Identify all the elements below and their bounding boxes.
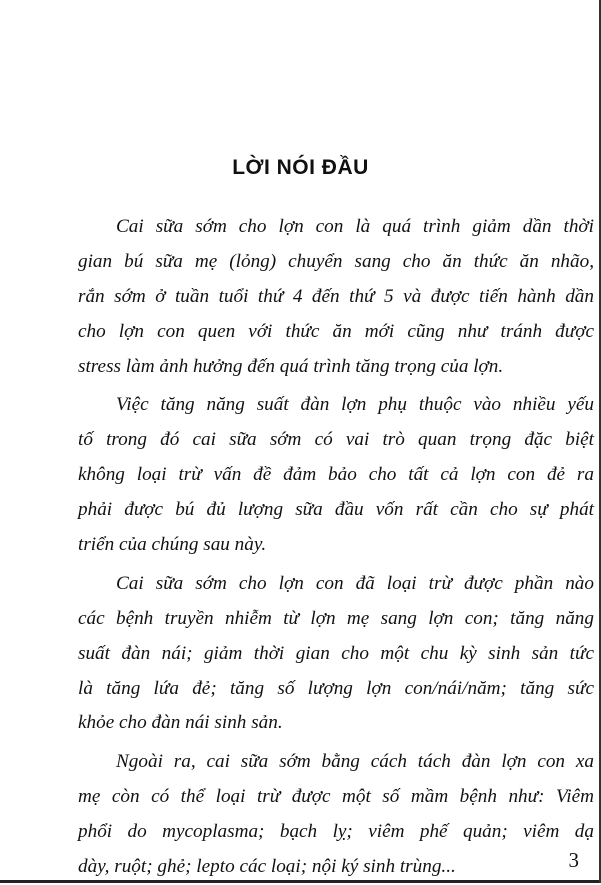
paragraph-2: [78, 388, 594, 562]
text-line: mẹ còn có thể loại trừ được một số mầm bệnh như: Viêm: [78, 786, 594, 808]
text-line: suất đàn nái; giảm thời gian cho một chu kỳ sinh sản tức: [78, 642, 594, 664]
text-line: Việc tăng năng suất đàn lợn phụ thuộc vào nhiều yếu: [116, 394, 594, 416]
text-line: stress làm ảnh hưởng đến quá trình tăng trọng của lợn.: [78, 355, 504, 377]
text-line: là tăng lứa đẻ; tăng số lượng lợn con/nái/năm; tăng sức: [78, 677, 594, 699]
body-text: [78, 210, 594, 885]
text-line: triển của chúng sau này.: [78, 534, 267, 556]
text-line: các bệnh truyền nhiễm từ lợn mẹ sang lợn con; tăng năng: [78, 607, 594, 629]
page-title: LỜI NÓI ĐẦU: [232, 156, 369, 179]
text-line: tố trong đó cai sữa sớm có vai trò quan trọng đặc biệt: [78, 429, 594, 451]
paragraph-1: [78, 210, 594, 384]
text-line: phổi do mycoplasma; bạch lỵ; viêm phế quản; viêm dạ: [78, 821, 594, 843]
text-line: Cai sữa sớm cho lợn con là quá trình giảm dần thời: [116, 216, 594, 237]
paragraph-4: [78, 745, 594, 885]
text-line: không loại trừ vấn đề đảm bảo cho tất cả lợn con đẻ ra: [78, 464, 594, 486]
text-line: gian bú sữa mẹ (lỏng) chuyển sang cho ăn thức ăn nhão,: [78, 250, 594, 272]
page-number: 3: [568, 848, 579, 872]
text-line: dày, ruột; ghẻ; lepto các loại; nội ký sinh trùng...: [78, 856, 456, 878]
text-line: Ngoài ra, cai sữa sớm bằng cách tách đàn lợn con xa: [116, 751, 594, 773]
text-line: phải được bú đủ lượng sữa đầu vốn rất cần cho sự phát: [78, 499, 594, 521]
paragraph-3: [78, 567, 594, 741]
text-line: rắn sớm ở tuần tuổi thứ 4 đến thứ 5 và được tiến hành dần: [78, 285, 594, 307]
text-line: Cai sữa sớm cho lợn con đã loại trừ được phần nào: [116, 572, 594, 594]
text-line: khỏe cho đàn nái sinh sản.: [78, 712, 283, 734]
text-line: cho lợn con quen với thức ăn mới cũng như tránh được: [78, 320, 594, 342]
